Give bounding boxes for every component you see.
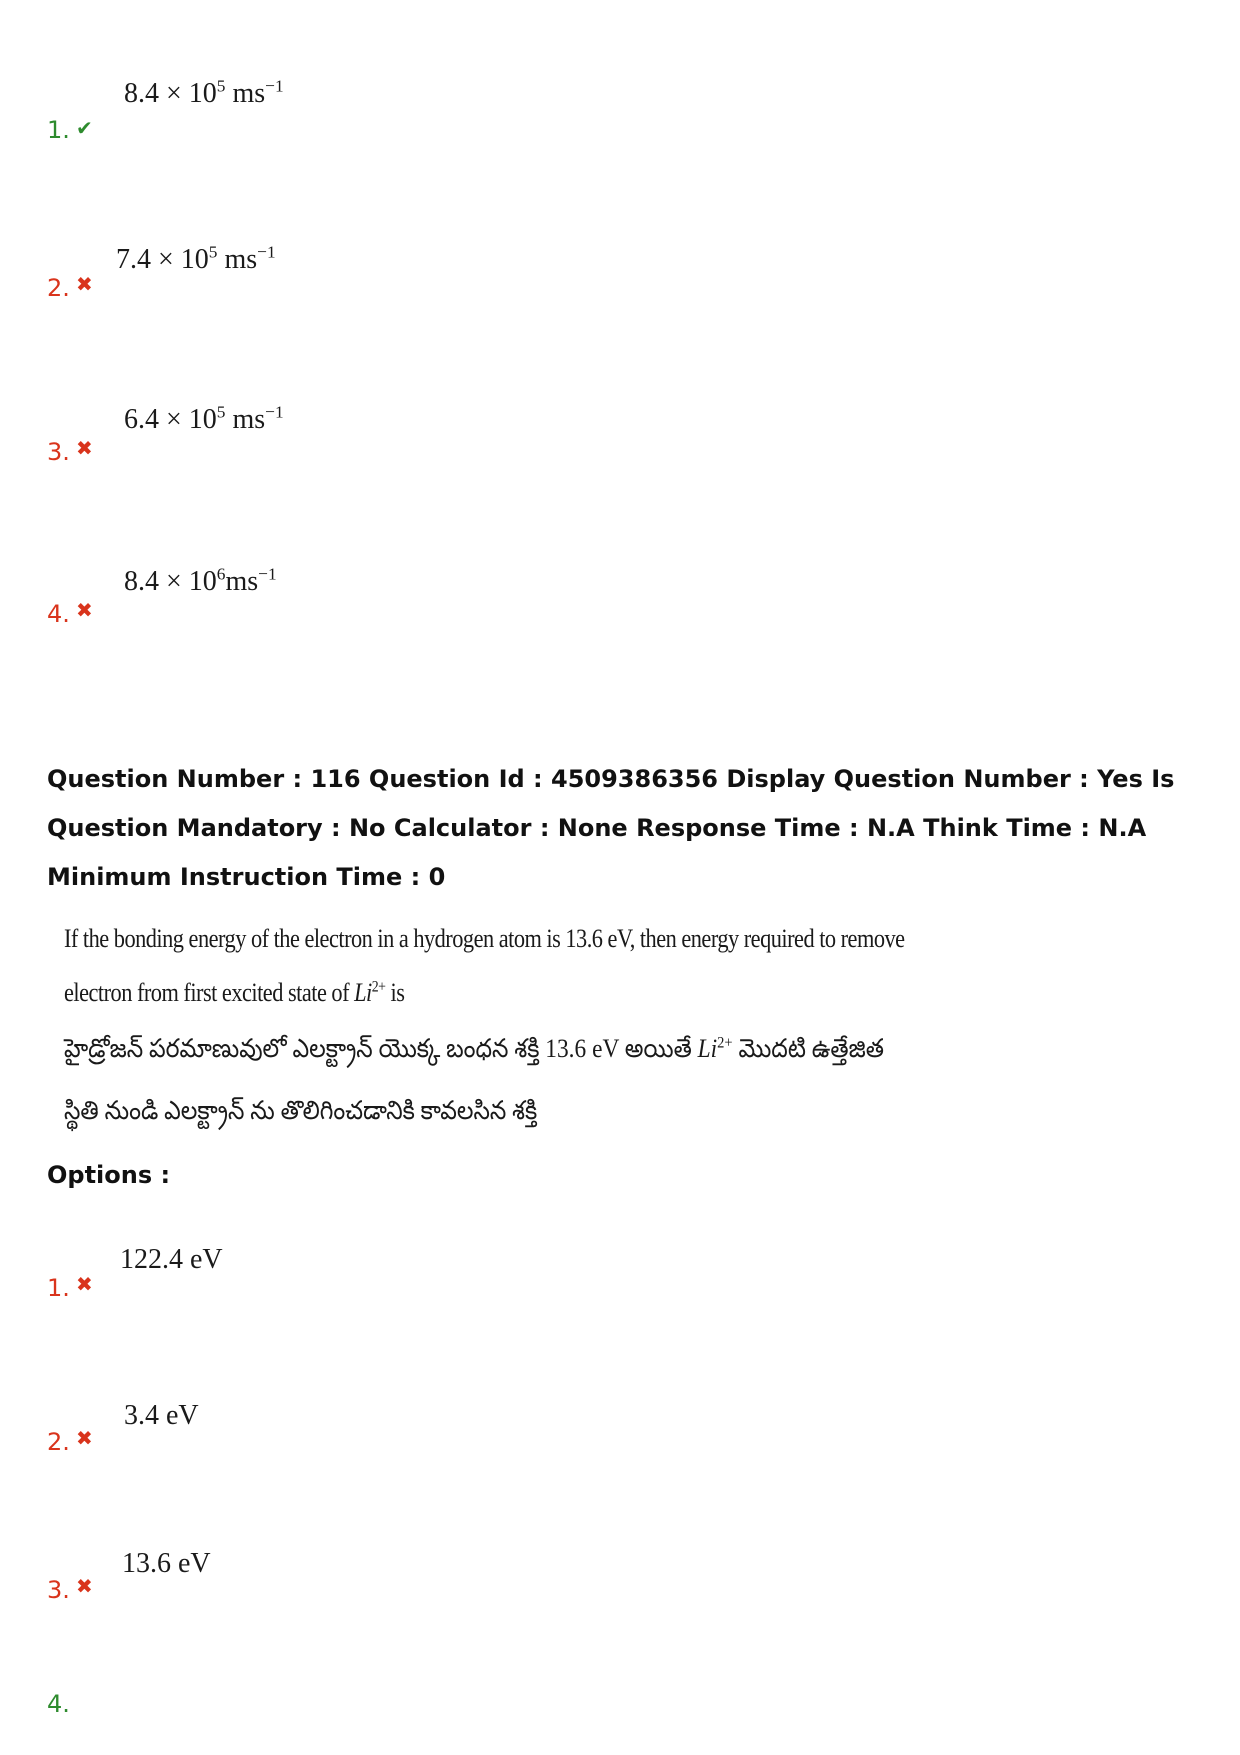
options-label: Options : bbox=[47, 1161, 171, 1189]
option-number: 3. bbox=[47, 1576, 70, 1604]
check-icon: ✔ bbox=[76, 116, 93, 140]
option-value: $6.4 \times 10^5$ $ms^{-1}$ bbox=[124, 402, 284, 435]
option-value: $7.4 \times 10^5$ $ms^{-1}$ bbox=[116, 242, 276, 275]
question-meta: Question Number : 116 Question Id : 4509386356 Display Question Number : Yes Is Question Mandatory : No Calculator : None Response Time : N.A Think Time : N.A Minimum Instruction Time : 0 bbox=[47, 765, 1175, 891]
option-value: $8.4 \times 10^5$ $ms^{-1}$ bbox=[124, 76, 284, 109]
option-number: 3. bbox=[47, 438, 70, 466]
option-number: 1. bbox=[47, 1274, 70, 1302]
cross-icon: ✖ bbox=[76, 1426, 93, 1450]
option-number: 2. bbox=[47, 1428, 70, 1456]
option-number: 4. bbox=[47, 1690, 70, 1718]
question-text-telugu-line-1: హైడ్రోజన్ పరమాణువులో ఎలక్ట్రాన్ యొక్క బంధన శక్తి 13.6 eV అయితే $Li^{2+}$ మొదటి ఉత్తేజిత bbox=[64, 1034, 884, 1063]
option-value: $8.4 \times 10^6ms^{-1}$ bbox=[124, 564, 277, 597]
question-text-telugu-line-2: స్థితి నుండి ఎలక్ట్రాన్ ను తొలిగించడానికి కావలసిన శక్తి bbox=[64, 1096, 538, 1125]
option-number: 2. bbox=[47, 274, 70, 302]
cross-icon: ✖ bbox=[76, 436, 93, 460]
option-value: 13.6 eV bbox=[122, 1548, 211, 1579]
option-value: 3.4 eV bbox=[124, 1400, 199, 1431]
option-value: 122.4 eV bbox=[120, 1244, 223, 1275]
question-text-english-line-1: If the bonding energy of the electron in a hydrogen atom is 13.6 eV, then energy required to remove bbox=[64, 924, 905, 953]
cross-icon: ✖ bbox=[76, 272, 93, 296]
cross-icon: ✖ bbox=[76, 1574, 93, 1598]
question-text-english-line-2: electron from first excited state of $Li^{2+}$ is bbox=[64, 978, 405, 1007]
option-number: 1. bbox=[47, 116, 70, 144]
option-number: 4. bbox=[47, 600, 70, 628]
cross-icon: ✖ bbox=[76, 1272, 93, 1296]
cross-icon: ✖ bbox=[76, 598, 93, 622]
